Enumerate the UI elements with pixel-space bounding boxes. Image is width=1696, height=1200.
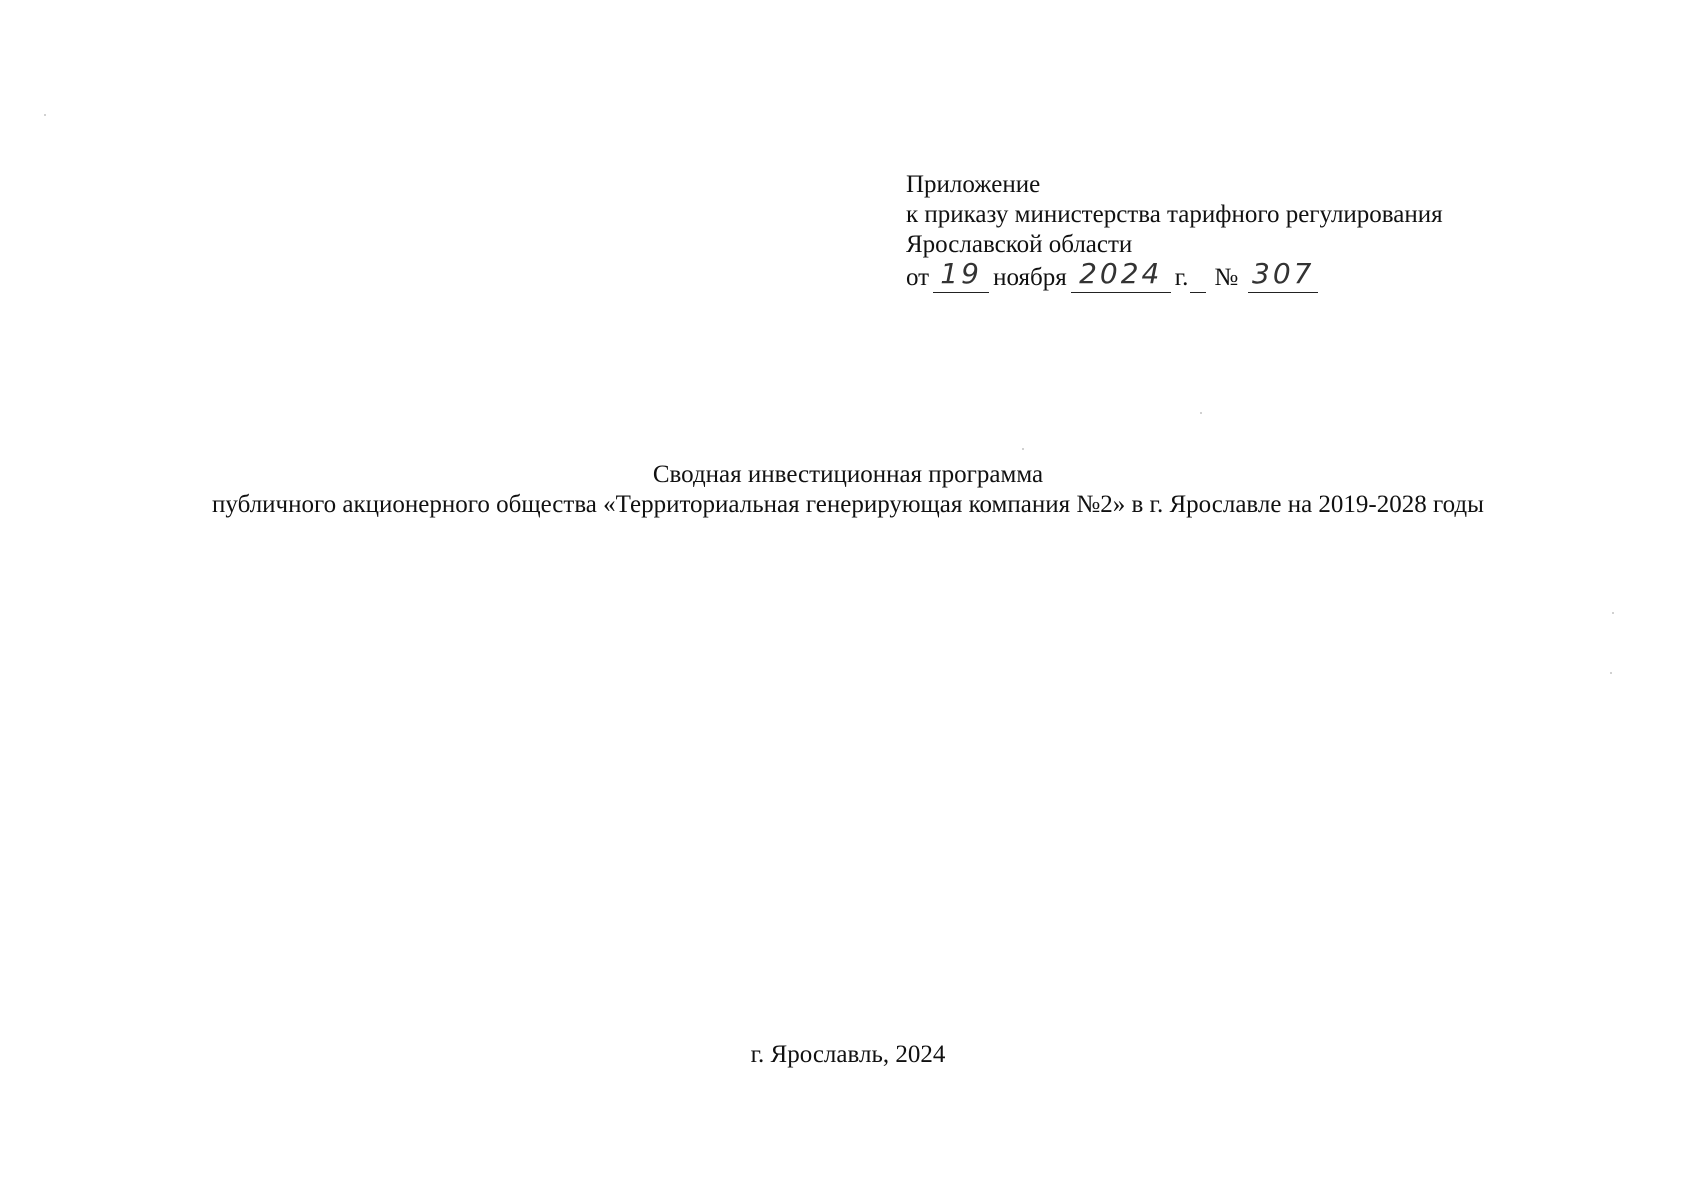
handwritten-day: 19: [940, 257, 982, 290]
appendix-region: Ярославской области: [906, 231, 1133, 258]
scan-speck: [1612, 612, 1614, 614]
title-line-2: публичного акционерного общества «Территориальная генерирующая компания №2» в г. Ярославле на 2019-2028 годы: [212, 491, 1484, 518]
scan-speck: [1610, 672, 1612, 674]
gap-blank: [1190, 262, 1206, 293]
date-month: ноября: [993, 264, 1067, 291]
scan-speck: [1200, 412, 1202, 414]
appendix-label: Приложение: [906, 171, 1041, 198]
year-suffix: г.: [1174, 264, 1189, 291]
year-blank: [1071, 257, 1171, 293]
number-blank: [1248, 257, 1318, 293]
appendix-header: [906, 170, 1606, 293]
date-prefix: от: [906, 264, 930, 291]
appendix-order-reference: к приказу министерства тарифного регулирования: [906, 201, 1443, 228]
place-and-year: г. Ярославль, 2024: [750, 1041, 946, 1068]
handwritten-year: 2024: [1079, 257, 1163, 290]
scan-speck: [1022, 448, 1024, 450]
handwritten-number: 307: [1252, 257, 1315, 290]
number-sign: №: [1214, 264, 1239, 291]
order-date-line: [906, 257, 1606, 293]
scan-speck: [44, 114, 46, 116]
document-title: [0, 460, 1696, 520]
title-line-1: Сводная инвестиционная программа: [652, 461, 1044, 488]
day-blank: [933, 257, 989, 293]
